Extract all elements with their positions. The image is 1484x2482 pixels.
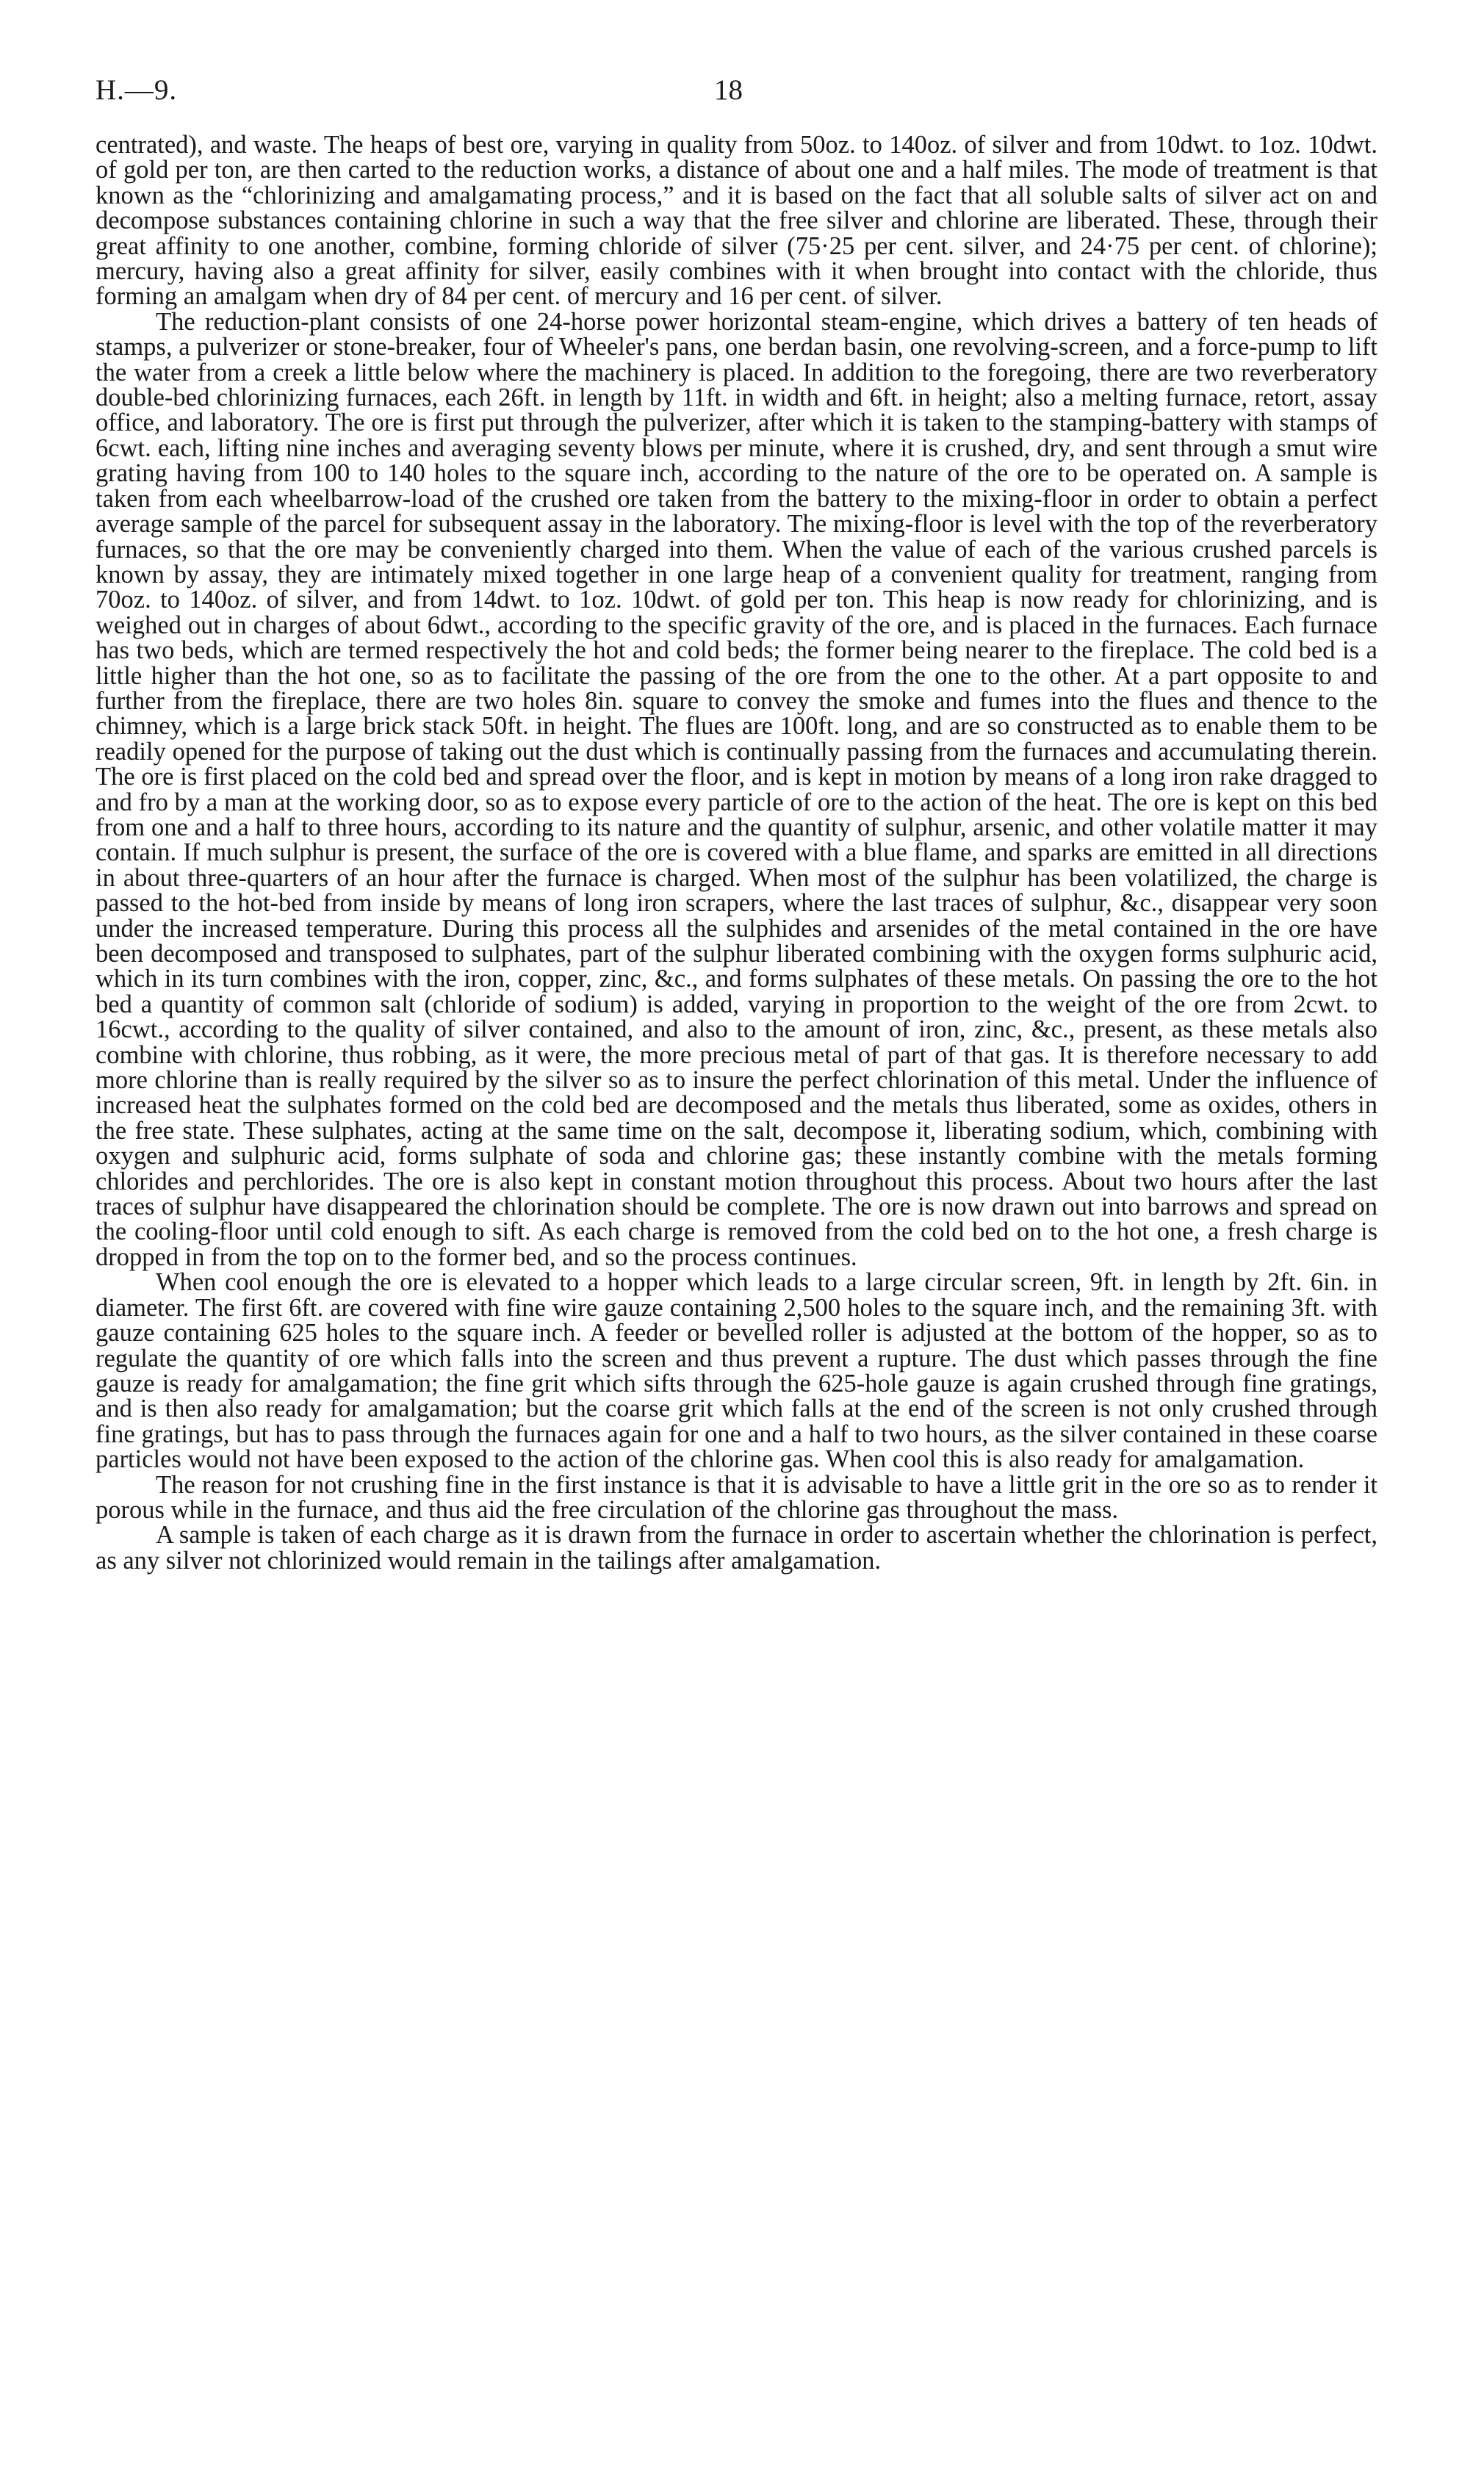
document-page (96, 73, 1377, 1573)
document-reference: H.—9. (96, 74, 178, 106)
paragraph-sampling: A sample is taken of each charge as it is drawn from the furnace in order to ascertain whether the chlorination is perfect, as any silver not chlorinized would remain in the tailings after amalgamation. (96, 1521, 1377, 1575)
paragraph-continued: centrated), and waste. The heaps of best ore, varying in quality from 50oz. to 140oz. of silver and from 10dwt. to 1oz. 10dwt. of gold per ton, are then carted to the reduction works, a distance of about one and a half miles. The mode of treatment is that known as the “chlorinizing and amalgamating process,” and it is based on the fact that all soluble salts of silver act on and decompose substances containing chlorine in such a way that the free silver and chlorine are liberated. These, through their great affinity to one another, combine, forming chloride of silver (75·25 per cent. silver, and 24·75 per cent. of chlorine); mercury, having also a great affinity for silver, easily combines with it when brought into contact with the chloride, thus forming an amalgam when dry of 84 per cent. of mercury and 16 per cent. of silver. (96, 131, 1377, 311)
page-header (96, 73, 1377, 132)
paragraph-screening: When cool enough the ore is elevated to a hopper which leads to a large circular screen, 9ft. in length by 2ft. 6in. in diameter. The first 6ft. are covered with fine wire gauze containing 2,500 holes to the square inch, and the remaining 3ft. with gauze containing 625 holes to the square inch. A feeder or bevelled roller is adjusted at the bottom of the hopper, so as to regulate the quantity of ore which falls into the screen and thus prevent a rupture. The dust which passes through the fine gauze is ready for amalgamation; the fine grit which sifts through the 625-hole gauze is again crushed through fine gratings, and is then also ready for amalgamation; but the coarse grit which falls at the end of the screen is not only crushed through fine gratings, but has to pass through the furnaces again for one and a half to two hours, as the silver contained in these coarse particles would not have been exposed to the action of the chlorine gas. When cool this is also ready for amalgamation. (96, 1268, 1377, 1474)
body-text (96, 132, 1377, 1573)
page-number: 18 (714, 74, 743, 106)
paragraph-grit-reason: The reason for not crushing fine in the first instance is that it is advisable to have a little grit in the ore so as to render it porous while in the furnace, and thus aid the free circulation of the chlorine gas throughout the mass. (96, 1470, 1377, 1524)
paragraph-reduction-plant: The reduction-plant consists of one 24-horse power horizontal steam-engine, which drives a battery of ten heads of stamps, a pulverizer or stone-breaker, four of Wheeler's pans, one berdan basin, one revolving-screen, and a force-pump to lift the water from a creek a little below where the machinery is placed. In addition to the foregoing, there are two reverberatory double-bed chlorinizing furnaces, each 26ft. in length by 11ft. in width and 6ft. in height; also a melting furnace, retort, assay office, and laboratory. The ore is first put through the pulverizer, after which it is taken to the stamping-battery with stamps of 6cwt. each, lifting nine inches and averaging seventy blows per minute, where it is crushed, dry, and sent through a smut wire grating having from 100 to 140 holes to the square inch, according to the nature of the ore to be operated on. A sample is taken from each wheelbarrow-load of the crushed ore taken from the battery to the mixing-floor in order to obtain a perfect average sample of the parcel for subsequent assay in the laboratory. The mixing-floor is level with the top of the reverberatory furnaces, so that the ore may be conveniently charged into them. When the value of each of the various crushed parcels is known by assay, they are intimately mixed together in one large heap of a convenient quality for treatment, ranging from 70oz. to 140oz. of silver, and from 14dwt. to 1oz. 10dwt. of gold per ton. This heap is now ready for chlorinizing, and is weighed out in charges of about 6dwt., according to the specific gravity of the ore, and is placed in the furnaces. Each furnace has two beds, which are termed respectively the hot and cold beds; the former being nearer to the fireplace. The cold bed is a little higher than the hot one, so as to facilitate the passing of the ore from the one to the other. At a part opposite to and further from the fireplace, there are two holes 8in. square to convey the smoke and fumes into the flues and thence to the chimney, which is a large brick stack 50ft. in height. The flues are 100ft. long, and are so constructed as to enable them to be readily opened for the purpose of taking out the dust which is continually passing from the furnaces and accumulating therein. The ore is first placed on the cold bed and spread over the floor, and is kept in motion by means of a long iron rake dragged to and fro by a man at the working door, so as to expose every particle of ore to the action of the heat. The ore is kept on this bed from one and a half to three hours, according to its nature and the quantity of sulphur, arsenic, and other volatile matter it may contain. If much sulphur is present, the surface of the ore is covered with a blue flame, and sparks are emitted in all directions in about three-quarters of an hour after the furnace is charged. When most of the sulphur has been volatilized, the charge is passed to the hot-bed from inside by means of long iron scrapers, where the last traces of sulphur, &c., disappear very soon under the increased temperature. During this process all the sulphides and arsenides of the metal contained in the ore have been decomposed and transposed to sulphates, part of the sulphur liberated combining with the oxygen forms sulphuric acid, which in its turn combines with the iron, copper, zinc, &c., and forms sulphates of these metals. On passing the ore to the hot bed a quantity of common salt (chloride of sodium) is added, varying in proportion to the weight of the ore from 2cwt. to 16cwt., according to the quality of silver contained, and also to the amount of iron, zinc, &c., present, as these metals also combine with chlorine, thus robbing, as it were, the more precious metal of part of that gas. It is therefore necessary to add more chlorine than is really required by the silver so as to insure the perfect chlorination of this metal. Under the influence of increased heat the sulphates formed on the cold bed are decomposed and the metals thus liberated, some as oxides, others in the free state. These sulphates, acting at the same time on the salt, decompose it, liberating sodium, which, combining with oxygen and sulphuric acid, forms sulphate of soda and chlorine gas; these instantly combine with the metals forming chlorides and perchlorides. The ore is also kept in constant motion throughout this process. About two hours after the last traces of sulphur have disappeared the chlorination should be complete. The ore is now drawn out into barrows and spread on the cooling-floor until cold enough to sift. As each charge is removed from the cold bed on to the hot one, a fresh charge is dropped in from the top on to the former bed, and so the process continues. (96, 307, 1377, 1271)
